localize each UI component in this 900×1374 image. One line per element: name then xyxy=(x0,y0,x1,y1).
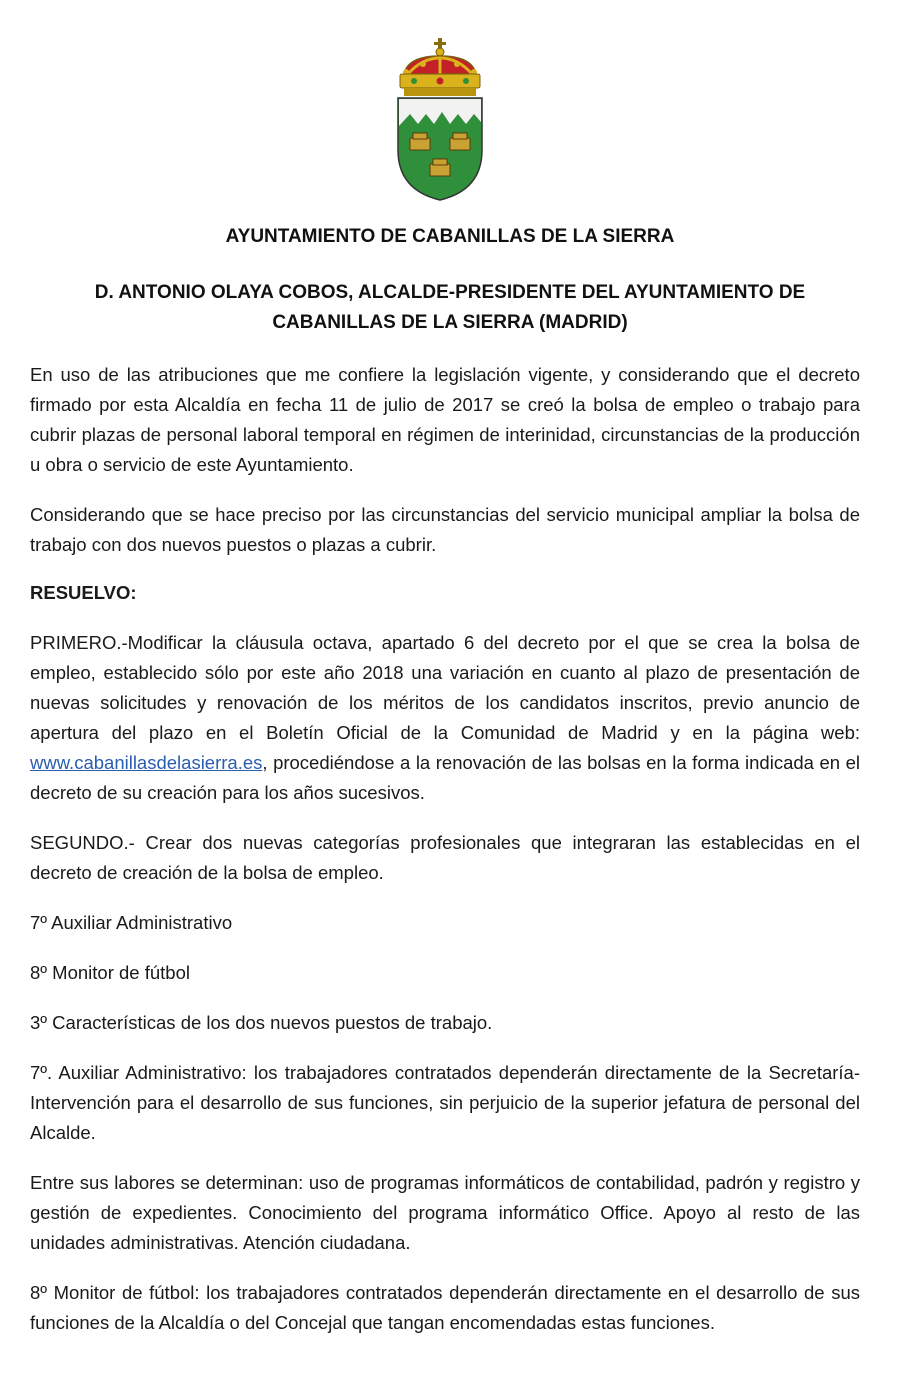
paragraph-primero xyxy=(30,628,860,808)
website-link[interactable]: www.cabanillasdelasierra.es xyxy=(30,752,263,773)
list-item-monitor: 8º Monitor de fútbol xyxy=(30,962,190,983)
list-item-auxiliar: 7º Auxiliar Administrativo xyxy=(30,912,233,933)
paragraph-auxiliar-description: 7º. Auxiliar Administrativo: los trabajadores contratados dependerán directamente de la Secretaría-Intervención para el desarrollo de sus funciones, sin perjuicio de la superior jefatura de personal del Alcalde. xyxy=(30,1062,860,1143)
issuer-heading xyxy=(0,278,900,338)
primero-text: PRIMERO.-Modificar la cláusula octava, apartado 6 del decreto por el que se crea la bolsa de empleo, establecido sólo por este año 2018 una variación en cuanto al plazo de presentación de nuevas solicitudes y renovación de los méritos de los candidatos inscritos, previo anuncio de apertura del plazo en el Boletín Oficial de la Comunidad de Madrid y en la página web: xyxy=(30,632,860,743)
paragraph-segundo: SEGUNDO.- Crear dos nuevas categorías profesionales que integraran las establecidas en el decreto de creación de la bolsa de empleo. xyxy=(30,832,860,883)
list-item-caracteristicas: 3º Características de los dos nuevos puestos de trabajo. xyxy=(30,1012,493,1033)
coat-of-arms-icon xyxy=(394,38,486,202)
paragraph-labores: Entre sus labores se determinan: uso de programas informáticos de contabilidad, padrón y registro y gestión de expedientes. Conocimiento del programa informático Office. Apoyo al resto de las unidades administrativas. Atención ciudadana. xyxy=(30,1172,860,1253)
page-title: AYUNTAMIENTO DE CABANILLAS DE LA SIERRA xyxy=(225,226,675,247)
paragraph-intro: En uso de las atribuciones que me confiere la legislación vigente, y considerando que el decreto firmado por esta Alcaldía en fecha 11 de julio de 2017 se creó la bolsa de empleo o trabajo para cubrir plazas de personal laboral temporal en régimen de interinidad, circunstancias de la producción u obra o servicio de este Ayuntamiento. xyxy=(30,364,860,475)
issuer-heading-line-1: D. ANTONIO OLAYA COBOS, ALCALDE-PRESIDENTE DEL AYUNTAMIENTO DE xyxy=(94,282,806,303)
issuer-heading-line-2: CABANILLAS DE LA SIERRA (MADRID) xyxy=(272,312,628,333)
primero-text-end: , procediéndose a la renovación de las bolsas en la forma indicada en el decreto de su creación para los años sucesivos. xyxy=(30,752,860,803)
paragraph-considerando: Considerando que se hace preciso por las circunstancias del servicio municipal ampliar la bolsa de trabajo con dos nuevos puestos o plazas a cubrir. xyxy=(30,504,860,555)
paragraph-monitor-description: 8º Monitor de fútbol: los trabajadores contratados dependerán directamente en el desarrollo de sus funciones de la Alcaldía o del Concejal que tangan encomendadas estas funciones. xyxy=(30,1282,860,1333)
resuelvo-heading: RESUELVO: xyxy=(30,582,137,603)
